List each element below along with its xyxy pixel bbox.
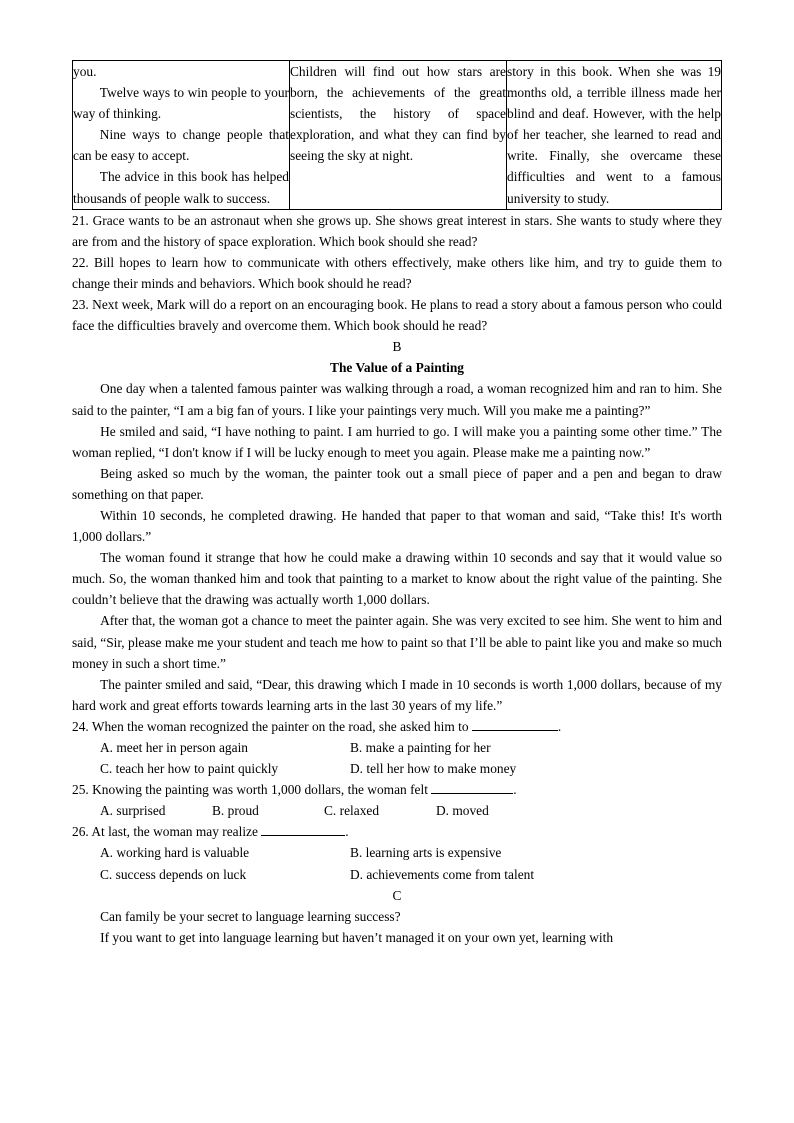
- passage-paragraph: If you want to get into language learning but haven’t managed it on your own yet, learning with: [100, 929, 614, 945]
- cell-text: story in this book. When she was 19 months old, a terrible illness made her blind and deaf. However, with the help of her teacher, she learned to read and write. Finally, she overcame these difficulties and went to a famous university to study.: [507, 64, 721, 206]
- passage-paragraph: One day when a talented famous painter was walking through a road, a woman recognized him and ran to him. She said to the painter, “I am a big fan of yours. I like your paintings very much. Will you make me a painting?”: [72, 381, 722, 418]
- question-21: 21. Grace wants to be an astronaut when she grows up. She shows great interest in stars. She wants to study where they are from and the history of space exploration. Which book should she read?: [72, 212, 722, 249]
- question-stem: 24. When the woman recognized the painter on the road, she asked him to: [72, 718, 469, 734]
- options-26: [72, 842, 722, 863]
- exam-page: [72, 60, 722, 948]
- options-25: [72, 800, 722, 821]
- cell-text: you.: [73, 64, 97, 79]
- passage-paragraph: After that, the woman got a chance to meet the painter again. She was very excited to see him. She went to him and said, “Sir, please make me your student and teach me how to paint so that I’ll be able to paint like you and make so much money in such a short time.”: [72, 613, 722, 671]
- question-24: [72, 716, 722, 737]
- options-26: [72, 864, 722, 885]
- answer-blank[interactable]: [431, 779, 513, 794]
- option-d[interactable]: D. achievements come from talent: [350, 866, 535, 882]
- section-letter-b: B: [392, 339, 402, 355]
- question-end: .: [345, 824, 349, 840]
- cell-text: Children will find out how stars are born, the achievements of the great scientists, the history of space exploration, and what they can find by seeing the sky at night.: [290, 64, 506, 164]
- option-a[interactable]: A. surprised: [100, 803, 166, 819]
- question-22: 22. Bill hopes to learn how to communicate with others effectively, make others like him, and try to guide them to change their minds and behaviors. Which book should he read?: [72, 254, 722, 291]
- option-b[interactable]: B. learning arts is expensive: [350, 845, 502, 861]
- option-c[interactable]: C. teach her how to paint quickly: [100, 761, 279, 777]
- question-end: .: [513, 782, 517, 798]
- book-table: [72, 60, 722, 210]
- question-stem: 26. At last, the woman may realize: [72, 824, 258, 840]
- option-b[interactable]: B. proud: [212, 803, 259, 819]
- question-23: 23. Next week, Mark will do a report on an encouraging book. He plans to read a story about a famous person who could face the difficulties bravely and overcome them. Which book should he read?: [72, 297, 722, 334]
- option-b[interactable]: B. make a painting for her: [350, 740, 491, 755]
- section-letter-c: C: [392, 887, 402, 903]
- option-c[interactable]: C. relaxed: [324, 803, 380, 819]
- book-cell-3: [507, 61, 722, 210]
- question-end: .: [557, 718, 562, 734]
- options-24: [72, 758, 722, 779]
- option-c[interactable]: C. success depends on luck: [100, 866, 247, 882]
- cell-text: Twelve ways to win people to your way of thinking.: [73, 85, 289, 122]
- passage-paragraph: Within 10 seconds, he completed drawing. He handed that paper to that woman and said, “Take this! It's worth 1,000 dollars.”: [72, 507, 722, 545]
- passage-title: The Value of a Painting: [330, 360, 464, 376]
- passage-paragraph: He smiled and said, “I have nothing to paint. I am hurried to go. I will make you a painting some other time.” The woman replied, “I don't know if I will be lucky enough to meet you again. Please make me a painting now.”: [72, 423, 722, 460]
- cell-text: Nine ways to change people that can be easy to accept.: [73, 127, 289, 164]
- option-d[interactable]: D. tell her how to make money: [350, 761, 517, 777]
- book-cell-2: [290, 61, 507, 210]
- answer-blank[interactable]: [472, 716, 558, 731]
- question-26: [72, 821, 722, 842]
- options-24: [72, 737, 722, 758]
- book-cell-1: [73, 61, 290, 210]
- passage-paragraph: Being asked so much by the woman, the painter took out a small piece of paper and a pen and began to draw something on that paper.: [72, 465, 722, 502]
- passage-paragraph: The painter smiled and said, “Dear, this drawing which I made in 10 seconds is worth 1,000 dollars, because of my hard work and great efforts towards learning arts in the last 30 years of my life.”: [72, 676, 722, 713]
- question-stem: 25. Knowing the painting was worth 1,000 dollars, the woman felt: [72, 782, 428, 798]
- cell-text: The advice in this book has helped thousands of people walk to success.: [73, 169, 289, 206]
- option-d[interactable]: D. moved: [436, 803, 489, 819]
- option-a[interactable]: A. meet her in person again: [100, 740, 248, 755]
- answer-blank[interactable]: [261, 821, 345, 836]
- question-25: [72, 779, 722, 800]
- passage-paragraph: Can family be your secret to language learning success?: [100, 908, 401, 924]
- passage-paragraph: The woman found it strange that how he could make a drawing within 10 seconds and say that it would value so much. So, the woman thanked him and took that painting to a market to know about the right value of the painting. She couldn’t believe that the drawing was actually worth 1,000 dollars.: [72, 550, 722, 608]
- option-a[interactable]: A. working hard is valuable: [100, 845, 250, 861]
